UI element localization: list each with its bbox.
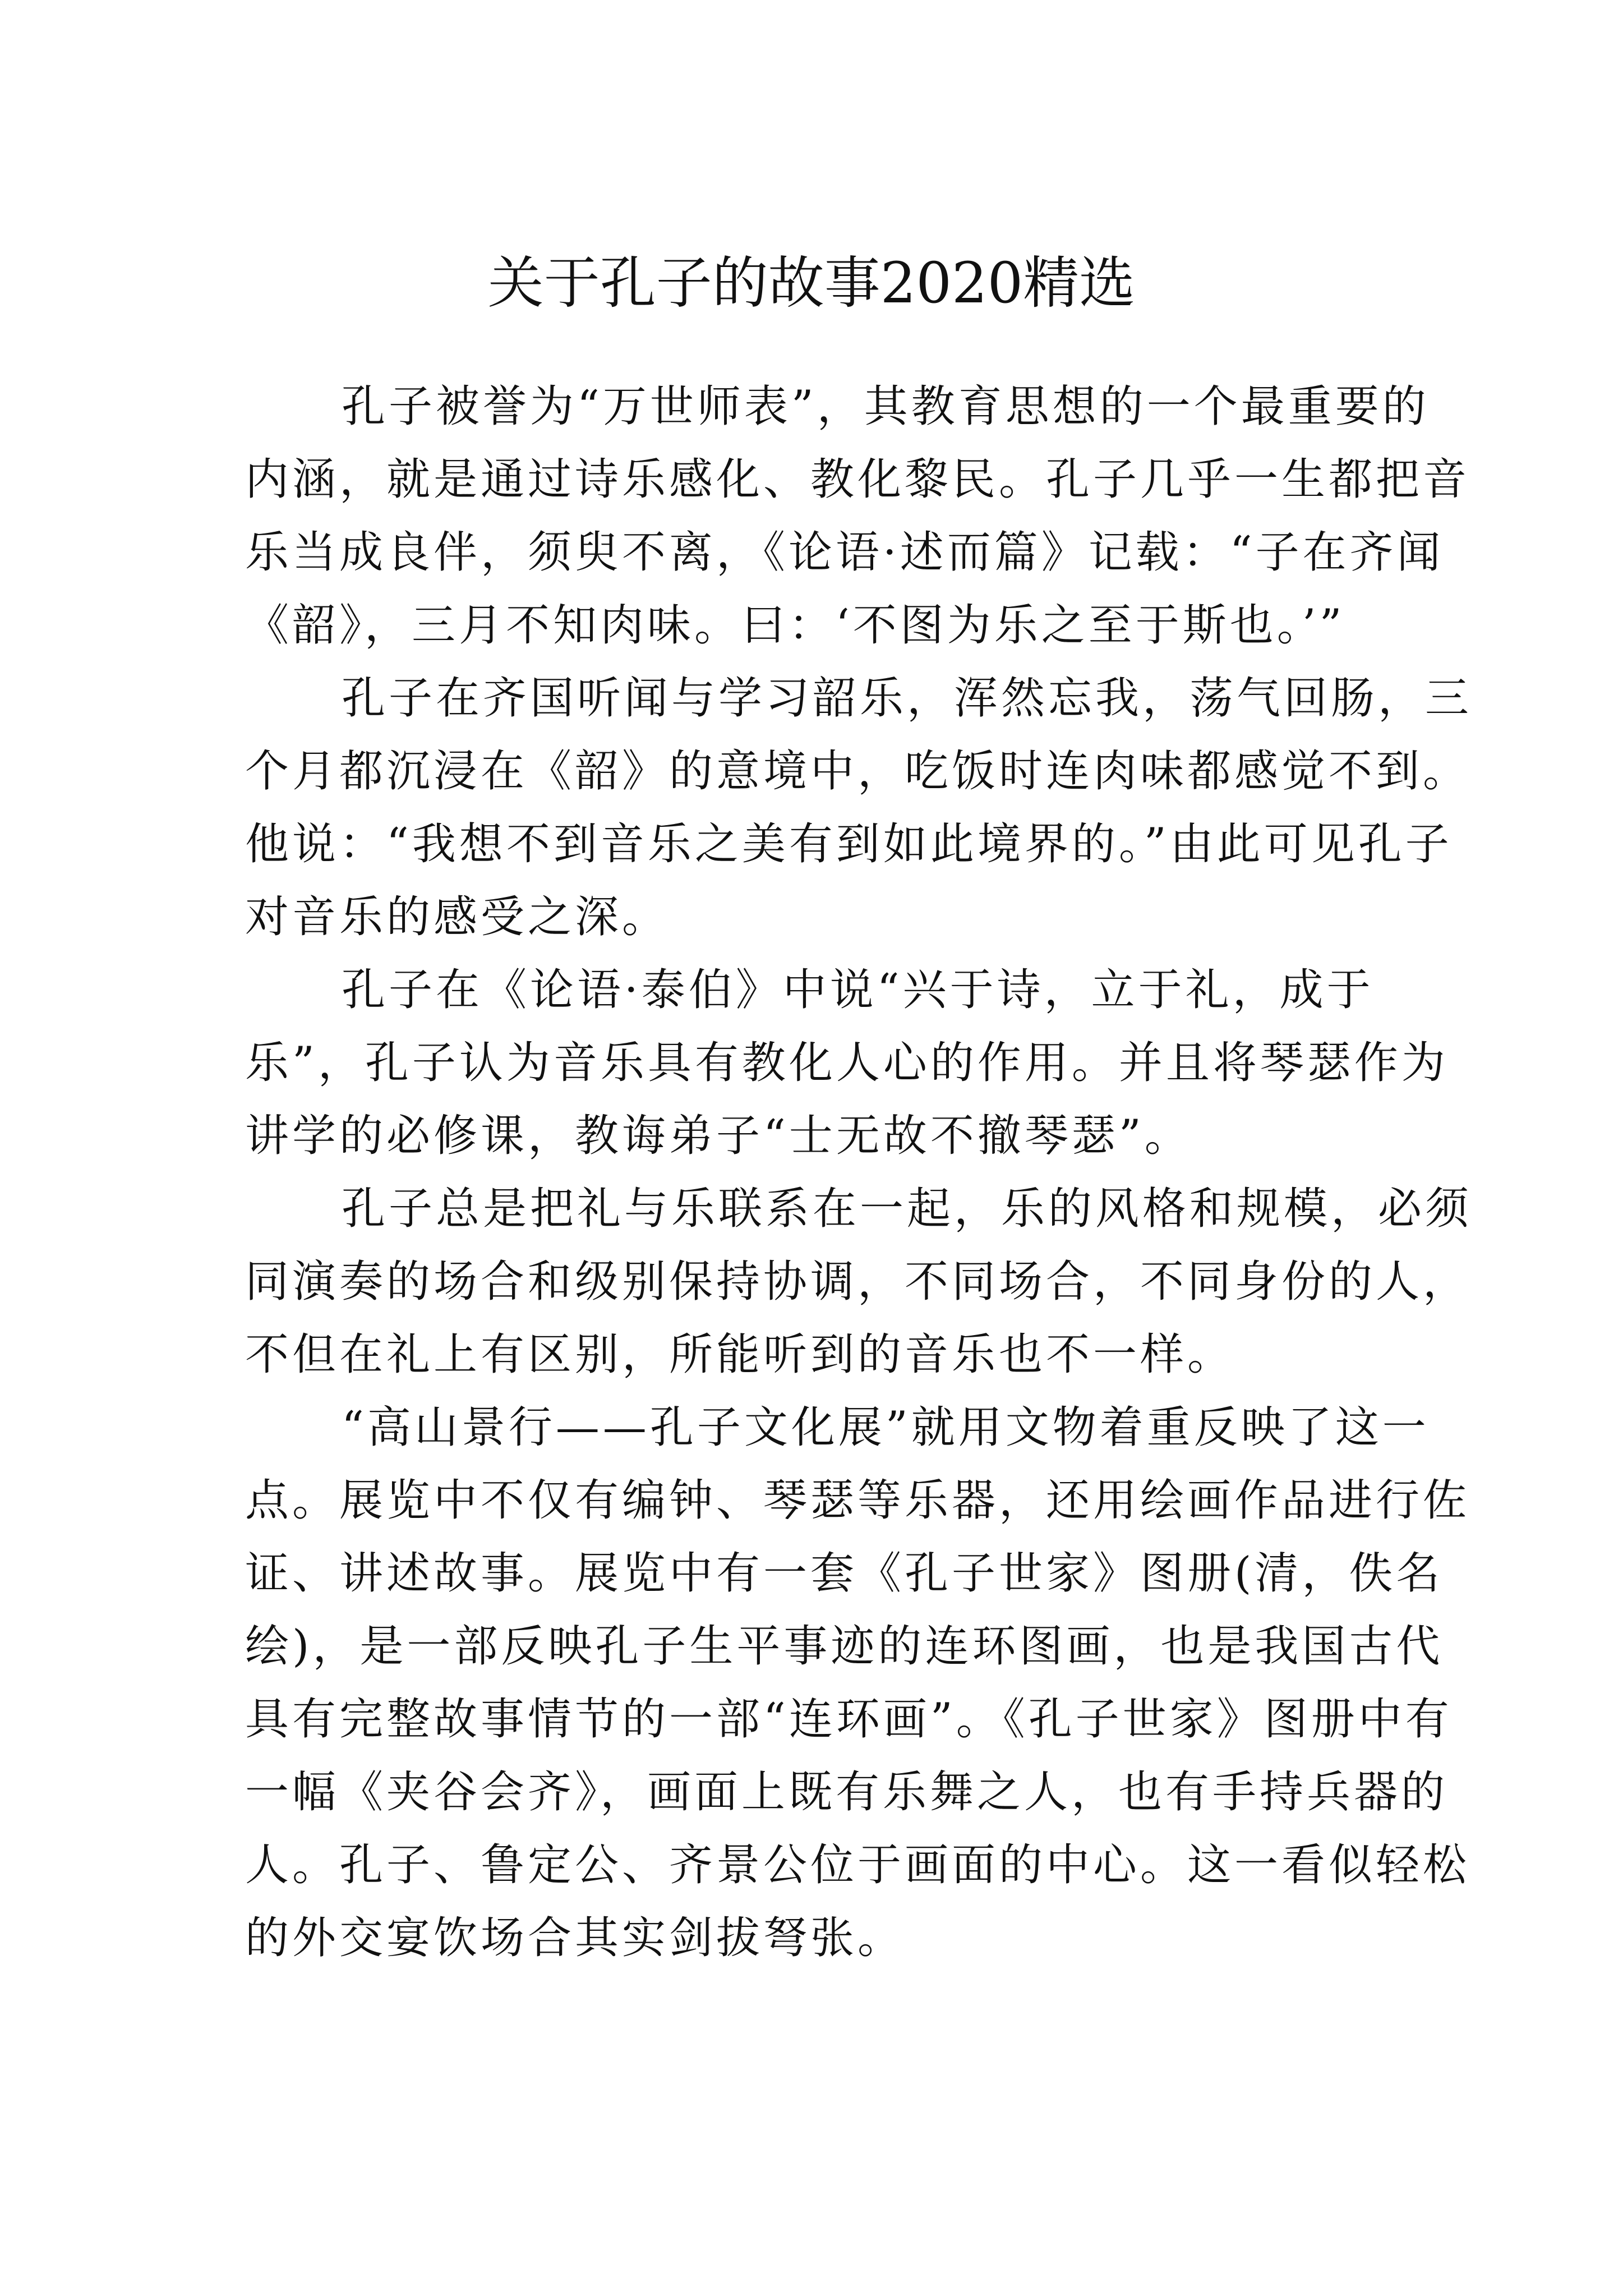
paragraph-line: 人。孔子、鲁定公、齐景公位于画面的中心。这一看似轻松 [245,1840,1470,1890]
paragraph-line: 的外交宴饮场合其实剑拔弩张。 [245,1913,905,1963]
paragraph-line: 孔子在齐国听闻与学习韶乐，浑然忘我，荡气回肠，三 [342,673,1473,724]
paragraph-line: 同演奏的场合和级别保持协调，不同场合，不同身份的人， [245,1257,1470,1307]
paragraph-line: 孔子在《论语·泰伯》中说“兴于诗，立于礼，成于 [342,965,1374,1015]
paragraph-line: 乐”，孔子认为音乐具有教化人心的作用。并且将琴瑟作为 [245,1038,1449,1088]
paragraph-line: 讲学的必修课，教诲弟子“士无故不撤琴瑟”。 [245,1111,1192,1161]
paragraph-line: 绘)，是一部反映孔子生平事迹的连环图画，也是我国古代 [245,1621,1444,1672]
paragraph-line: 具有完整故事情节的一部“连环画”。《孔子世家》图册中有 [245,1694,1453,1745]
paragraph-line: 孔子被誉为“万世师表”，其教育思想的一个最重要的 [342,381,1430,432]
paragraph-line: 一幅《夹谷会齐》，画面上既有乐舞之人，也有手持兵器的 [245,1767,1449,1818]
paragraph-line: 证、讲述故事。展览中有一套《孔子世家》图册(清，佚名 [245,1548,1444,1599]
document-title: 关于孔子的故事2020精选 [487,250,1136,316]
paragraph-line: 孔子总是把礼与乐联系在一起，乐的风格和规模，必须 [342,1184,1473,1234]
paragraph-line: “高山景行——孔子文化展”就用文物着重反映了这一 [342,1402,1430,1453]
paragraph-line: 乐当成良伴，须臾不离，《论语·述而篇》记载：“子在齐闻 [245,527,1444,578]
paragraph-line: 内涵，就是通过诗乐感化、教化黎民。孔子几乎一生都把音 [245,454,1470,505]
paragraph-line: 点。展览中不仅有编钟、琴瑟等乐器，还用绘画作品进行佐 [245,1475,1470,1526]
paragraph-line: 他说：“我想不到音乐之美有到如此境界的。”由此可见孔子 [245,819,1453,869]
paragraph-line: 个月都沉浸在《韶》的意境中，吃饭时连肉味都感觉不到。 [245,746,1470,797]
document-body [245,370,1473,1975]
paragraph-line: 对音乐的感受之深。 [245,892,670,942]
paragraph-line: 不但在礼上有区别，所能听到的音乐也不一样。 [245,1329,1235,1380]
paragraph-line: 《韶》，三月不知肉味。曰：‘不图为乐之至于斯也。’” [245,600,1345,651]
